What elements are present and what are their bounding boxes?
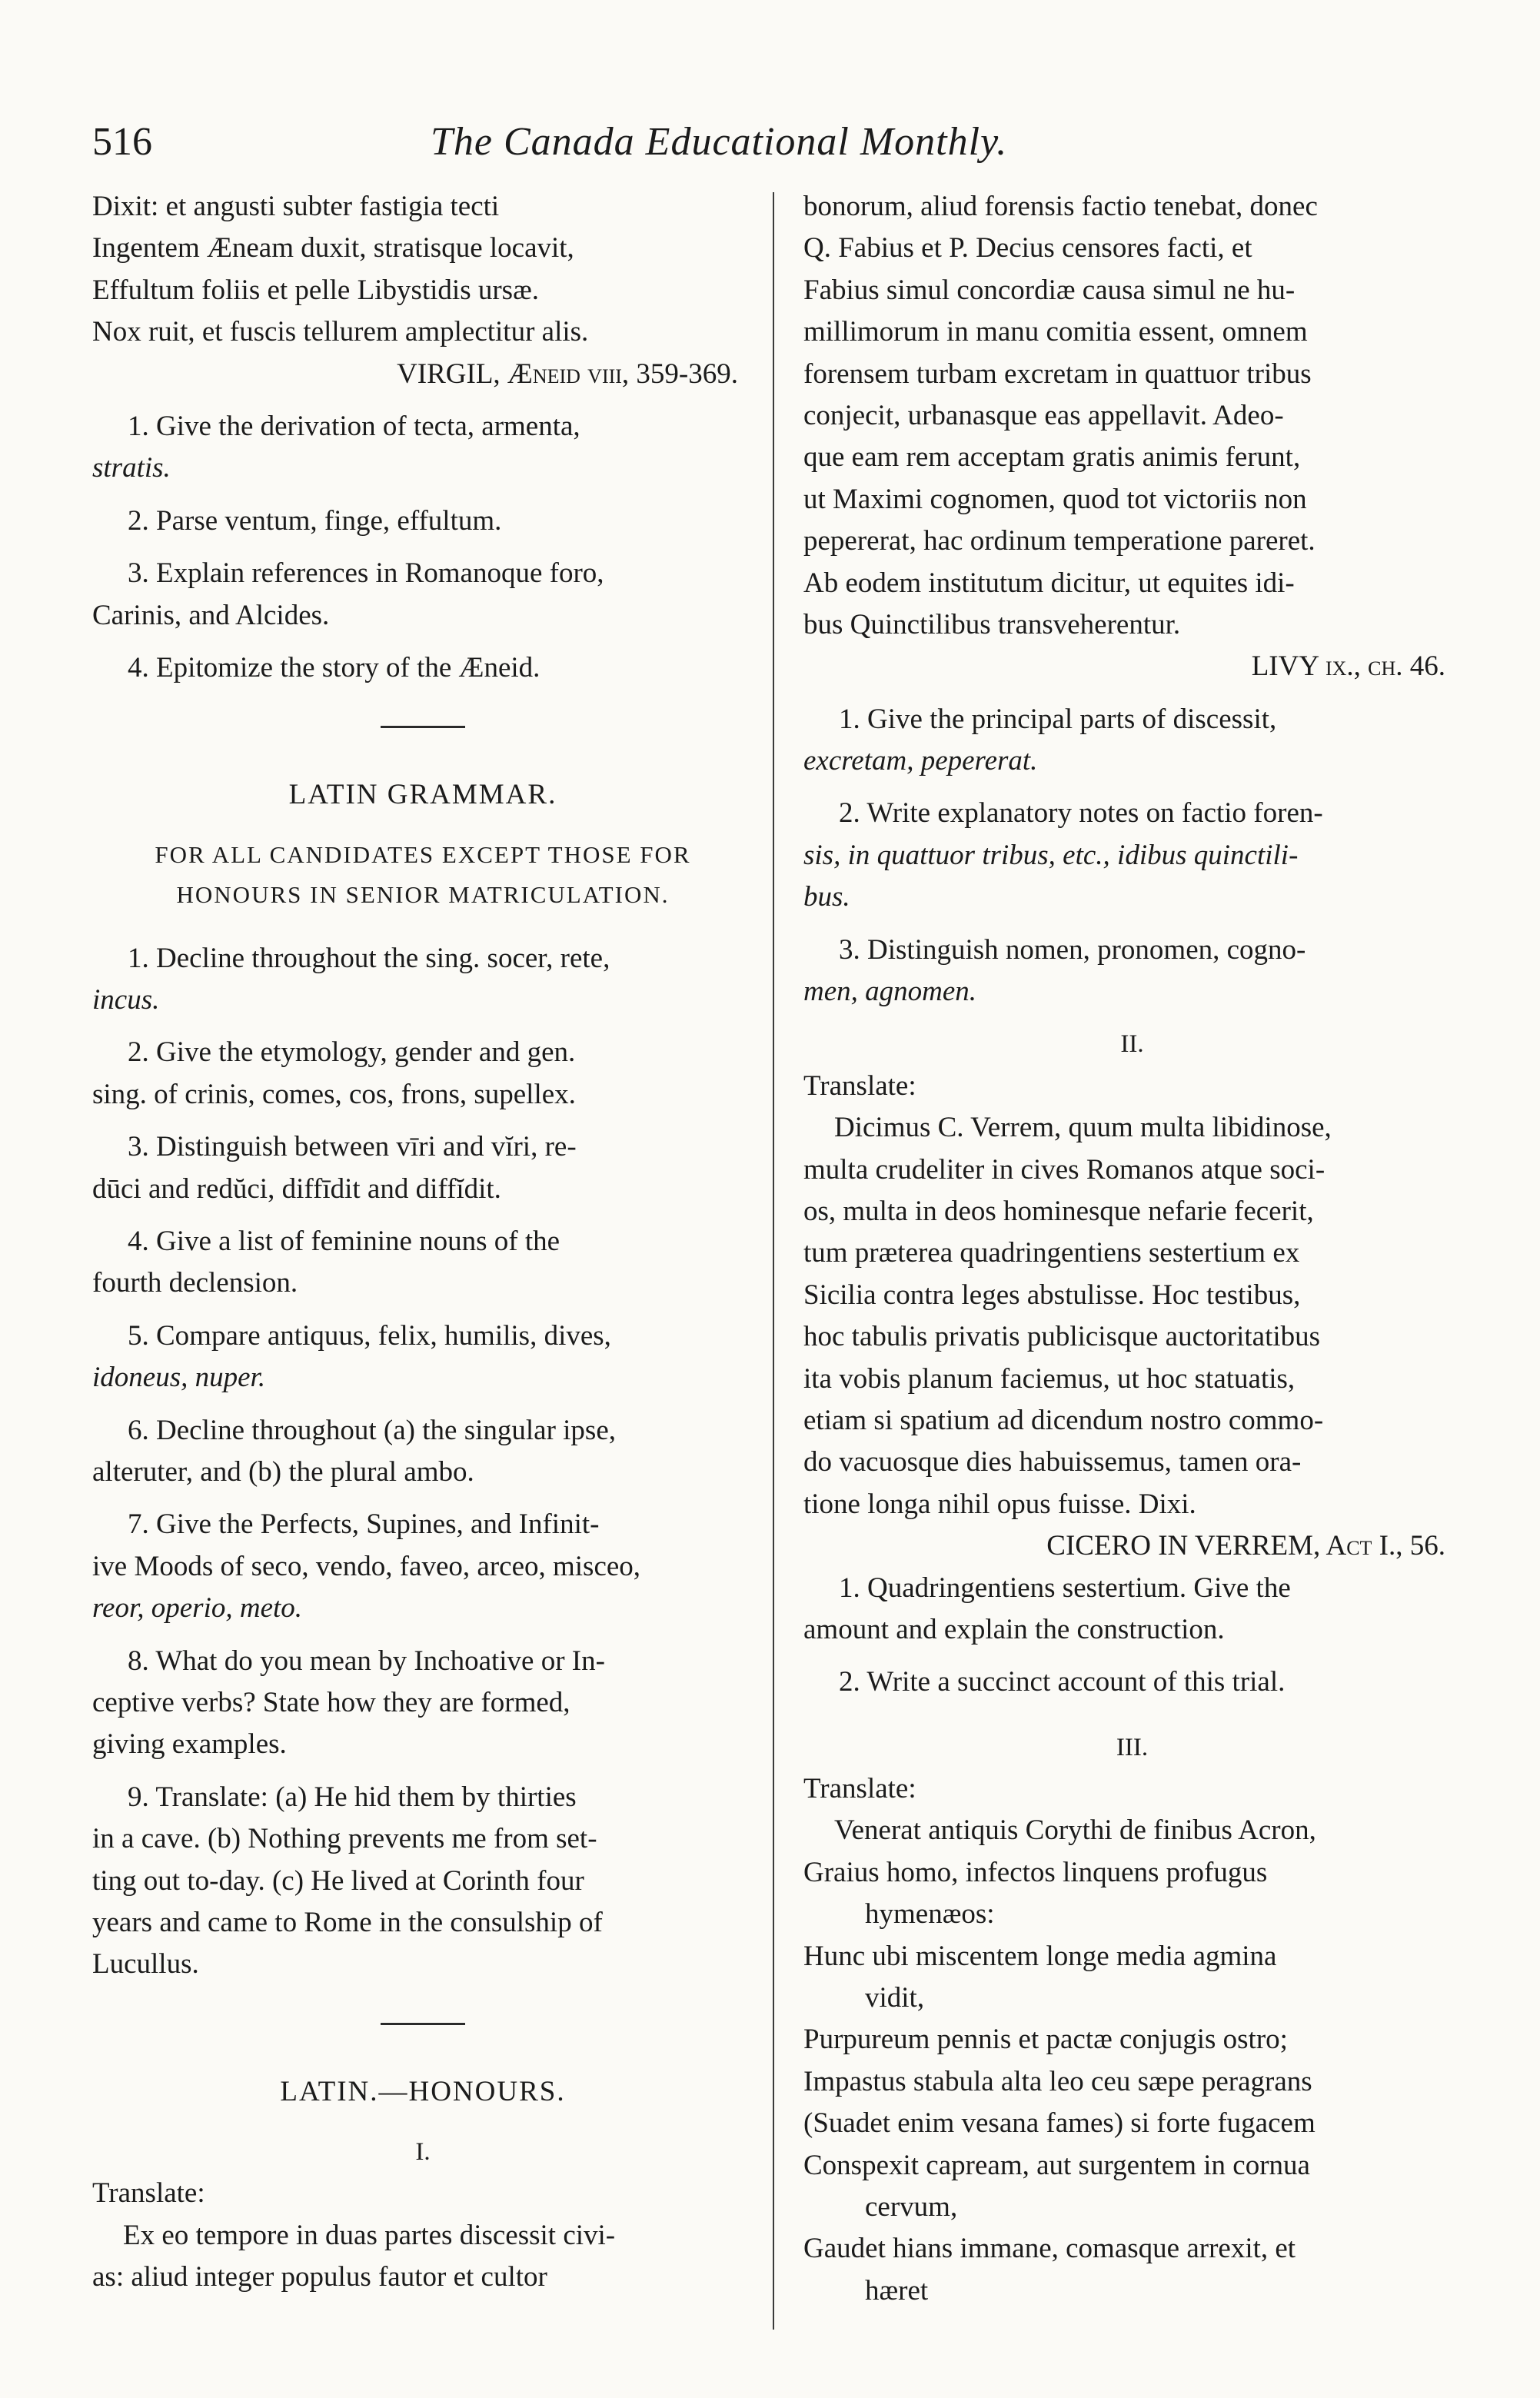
section-heading-latin-honours: LATIN.—HONOURS. bbox=[280, 2075, 566, 2107]
cicero-citation: CICERO IN VERREM, Act I., 56. bbox=[1046, 1530, 1445, 1562]
livy-question-2-cont: sis, in quattuor tribus, etc., idibus quinctili- bbox=[803, 839, 1299, 871]
grammar-question-8-cont: ceptive verbs? State how they are formed, bbox=[92, 1686, 570, 1718]
livy-passage bbox=[803, 186, 1461, 646]
grammar-question-1-cont: incus. bbox=[92, 984, 160, 1016]
verse-line: cervum, bbox=[865, 2190, 958, 2223]
translate-label: Translate: bbox=[92, 2177, 205, 2210]
prose-line: Q. Fabius et P. Decius censores facti, et bbox=[803, 232, 1252, 264]
section-rule bbox=[381, 726, 465, 728]
prose-line: Ab eodem institutum dicitur, ut equites idi- bbox=[803, 567, 1295, 599]
grammar-question-4: 4. Give a list of feminine nouns of the bbox=[128, 1226, 560, 1258]
prose-line: bus Quinctilibus transveherentur. bbox=[803, 608, 1181, 640]
livy-question-2-cont: bus. bbox=[803, 881, 850, 913]
cicero-question-2: 2. Write a succinct account of this trial. bbox=[839, 1666, 1286, 1698]
grammar-question-3-cont: dūci and redŭci, diffīdit and diffĭdit. bbox=[92, 1172, 501, 1205]
question-1-cont: stratis. bbox=[92, 452, 171, 484]
grammar-question-3: 3. Distinguish between vīri and vĭri, re- bbox=[128, 1131, 577, 1163]
grammar-question-8: 8. What do you mean by Inchoative or In- bbox=[128, 1645, 605, 1677]
prose-line: Sicilia contra leges abstulisse. Hoc testibus, bbox=[803, 1279, 1301, 1311]
prose-line: pepererat, hac ordinum temperatione pareret. bbox=[803, 525, 1315, 557]
grammar-question-2: 2. Give the etymology, gender and gen. bbox=[128, 1036, 576, 1069]
livy-question-1: 1. Give the principal parts of discessit, bbox=[839, 703, 1277, 735]
grammar-question-9: 9. Translate: (a) He hid them by thirties bbox=[128, 1781, 577, 1813]
prose-line: as: aliud integer populus fautor et cultor bbox=[92, 2261, 547, 2293]
prose-line: tum præterea quadringentiens sestertium ex bbox=[803, 1237, 1300, 1269]
section-rule bbox=[381, 2023, 465, 2025]
verse-line: Ingentem Æneam duxit, stratisque locavit, bbox=[92, 232, 574, 264]
grammar-question-7-cont: ive Moods of seco, vendo, faveo, arceo, misceo, bbox=[92, 1550, 641, 1582]
livy-question-3-cont: men, agnomen. bbox=[803, 976, 977, 1008]
grammar-question-8-cont: giving examples. bbox=[92, 1728, 287, 1761]
grammar-question-9-cont: in a cave. (b) Nothing prevents me from set- bbox=[92, 1823, 597, 1855]
question-2: 2. Parse ventum, finge, effultum. bbox=[128, 504, 502, 537]
prose-line: tione longa nihil opus fuisse. Dixi. bbox=[803, 1488, 1196, 1520]
verse-line: Purpureum pennis et pactæ conjugis ostro; bbox=[803, 2024, 1288, 2056]
livy-question-1-cont: excretam, pepererat. bbox=[803, 745, 1038, 777]
verse-line: hæret bbox=[865, 2274, 929, 2307]
prose-line: multa crudeliter in cives Romanos atque soci- bbox=[803, 1153, 1325, 1186]
grammar-question-6: 6. Decline throughout (a) the singular ipse, bbox=[128, 1414, 616, 1446]
translate-label: Translate: bbox=[803, 1773, 916, 1805]
verse-line: Conspexit capream, aut surgentem in cornua bbox=[803, 2149, 1310, 2181]
grammar-question-9-cont: Lucullus. bbox=[92, 1948, 199, 1981]
prose-line: ita vobis planum faciemus, ut hoc statuatis, bbox=[803, 1362, 1296, 1395]
prose-line: forensem turbam excretam in quattuor tribus bbox=[803, 358, 1312, 390]
virgil-verse-passage bbox=[803, 1810, 1461, 2312]
roman-numeral-1: I. bbox=[415, 2138, 431, 2167]
grammar-question-9-cont: ting out to-day. (c) He lived at Corinth four bbox=[92, 1864, 584, 1897]
verse-line: Impastus stabula alta leo ceu sæpe peragrans bbox=[803, 2065, 1312, 2097]
prose-line: ut Maximi cognomen, quod tot victoriis non bbox=[803, 483, 1307, 515]
cicero-question-1-cont: amount and explain the construction. bbox=[803, 1613, 1225, 1645]
prose-line: Fabius simul concordiæ causa simul ne hu- bbox=[803, 274, 1296, 306]
section-heading-latin-grammar: LATIN GRAMMAR. bbox=[288, 779, 557, 811]
grammar-question-2-cont: sing. of crinis, comes, cos, frons, supellex. bbox=[92, 1078, 576, 1110]
grammar-question-6-cont: alteruter, and (b) the plural ambo. bbox=[92, 1455, 474, 1488]
running-header bbox=[92, 115, 1453, 169]
grammar-question-5: 5. Compare antiquus, felix, humilis, dives, bbox=[128, 1319, 611, 1352]
page-number: 516 bbox=[92, 120, 152, 164]
prose-line: etiam si spatium ad dicendum nostro commo- bbox=[803, 1404, 1324, 1436]
prose-line: hoc tabulis privatis publicisque auctoritatibus bbox=[803, 1321, 1321, 1353]
verse-line: hymenæos: bbox=[865, 1898, 995, 1931]
journal-title: The Canada Educational Monthly. bbox=[431, 120, 1008, 164]
prose-line: bonorum, aliud forensis factio tenebat, donec bbox=[803, 191, 1318, 222]
prose-line: millimorum in manu comitia essent, omnem bbox=[803, 316, 1308, 348]
cicero-question-1: 1. Quadringentiens sestertium. Give the bbox=[839, 1572, 1291, 1604]
livy-question-2: 2. Write explanatory notes on factio foren- bbox=[839, 797, 1323, 830]
prose-line: Ex eo tempore in duas partes discessit civi- bbox=[123, 2219, 616, 2251]
cicero-passage bbox=[803, 1107, 1461, 1525]
grammar-question-1: 1. Decline throughout the sing. socer, rete, bbox=[128, 942, 610, 974]
roman-numeral-2: II. bbox=[1120, 1030, 1144, 1059]
grammar-question-7: 7. Give the Perfects, Supines, and Infinit- bbox=[128, 1508, 600, 1541]
roman-numeral-3: III. bbox=[1116, 1733, 1149, 1761]
question-4: 4. Epitomize the story of the Æneid. bbox=[128, 651, 540, 683]
verse-line: Gaudet hians immane, comasque arrexit, et bbox=[803, 2233, 1296, 2265]
grammar-question-9-cont: years and came to Rome in the consulship of bbox=[92, 1906, 603, 1938]
verse-line: vidit, bbox=[865, 1982, 925, 2014]
question-3-cont: Carinis, and Alcides. bbox=[92, 599, 330, 631]
livy-question-3: 3. Distinguish nomen, pronomen, cogno- bbox=[839, 933, 1306, 966]
section-subheading: HONOURS IN SENIOR MATRICULATION. bbox=[176, 880, 670, 908]
virgil-citation: VIRGIL, Æneid viii, 359-369. bbox=[397, 358, 738, 390]
livy-citation: LIVY ix., ch. 46. bbox=[1251, 650, 1445, 683]
verse-line: (Suadet enim vesana fames) si forte fugacem bbox=[803, 2107, 1315, 2140]
grammar-question-7-cont: reor, operio, meto. bbox=[92, 1592, 303, 1625]
grammar-question-4-cont: fourth declension. bbox=[92, 1267, 298, 1299]
grammar-question-5-cont: idoneus, nuper. bbox=[92, 1362, 266, 1394]
prose-line: os, multa in deos hominesque nefarie fecerit, bbox=[803, 1195, 1314, 1227]
prose-line: conjecit, urbanasque eas appellavit. Adeo- bbox=[803, 399, 1284, 431]
prose-line: do vacuosque dies habuissemus, tamen ora- bbox=[803, 1446, 1302, 1478]
verse-line: Graius homo, infectos linquens profugus bbox=[803, 1856, 1268, 1888]
right-column bbox=[803, 186, 1461, 2312]
prose-line: que eam rem acceptam gratis animis ferunt, bbox=[803, 441, 1301, 474]
question-3: 3. Explain references in Romanoque foro, bbox=[128, 557, 604, 590]
verse-line: Effultum foliis et pelle Libystidis ursæ. bbox=[92, 274, 539, 306]
verse-line: Hunc ubi miscentem longe media agmina bbox=[803, 1940, 1277, 1972]
question-1: 1. Give the derivation of tecta, armenta, bbox=[128, 410, 580, 442]
left-column bbox=[92, 186, 753, 2299]
translate-label: Translate: bbox=[803, 1069, 916, 1102]
verse-line: Nox ruit, et fuscis tellurem amplectitur alis. bbox=[92, 316, 589, 348]
column-divider bbox=[773, 192, 774, 2330]
section-subheading: FOR ALL CANDIDATES EXCEPT THOSE FOR bbox=[155, 840, 691, 868]
verse-line: Dixit: et angusti subter fastigia tecti bbox=[92, 191, 500, 222]
virgil-verse bbox=[92, 186, 753, 354]
prose-line: Dicimus C. Verrem, quum multa libidinose, bbox=[834, 1112, 1332, 1144]
verse-line: Venerat antiquis Corythi de finibus Acron, bbox=[834, 1814, 1316, 1847]
